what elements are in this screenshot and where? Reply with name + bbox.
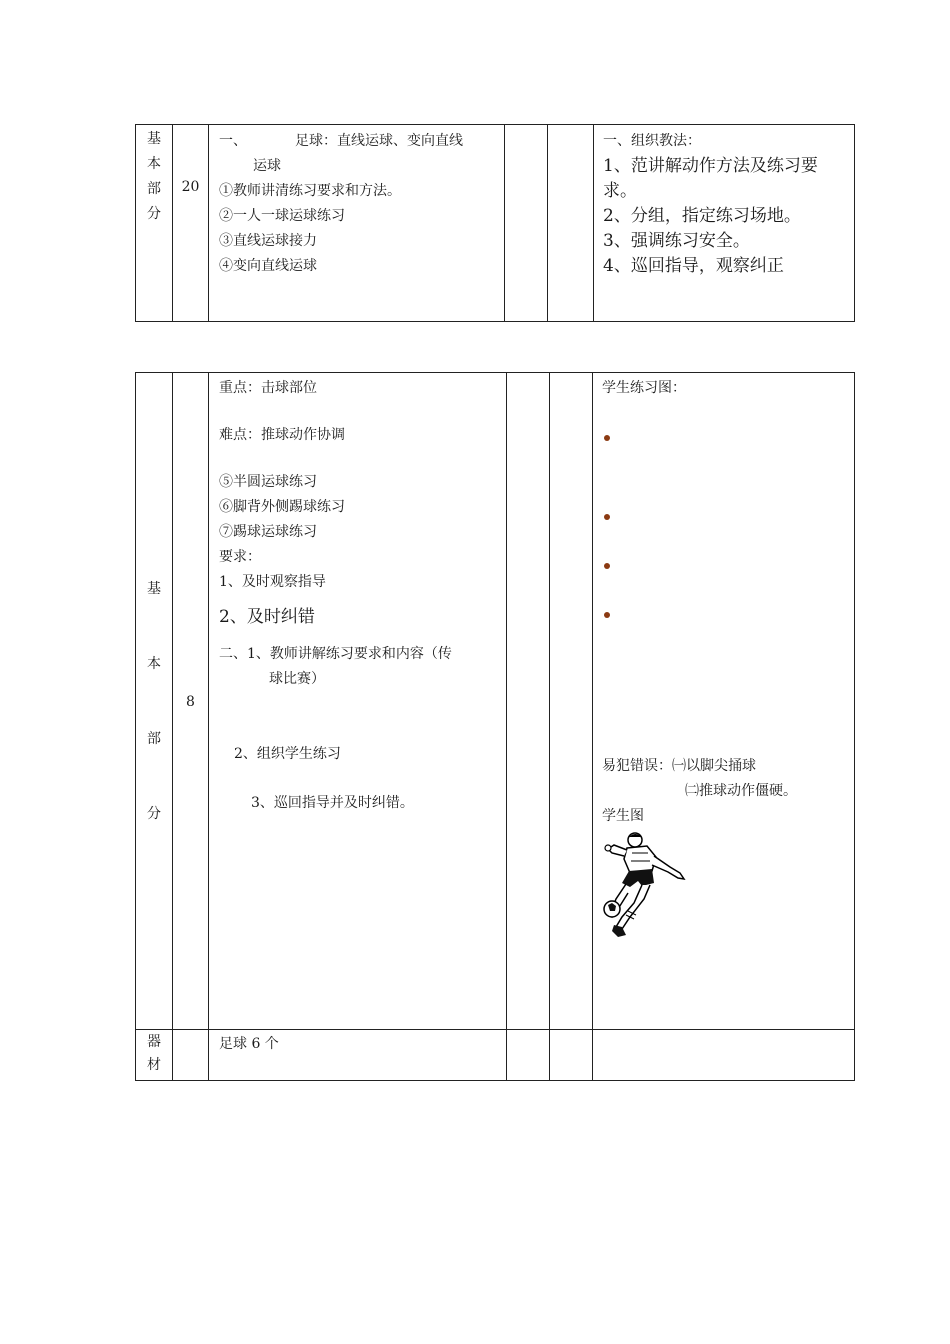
time-cell — [173, 373, 209, 1030]
part2-line: 二、1、教师讲解练习要求和内容（传 — [219, 646, 452, 662]
diagram-label: 学生练习图： — [602, 380, 686, 396]
equipment-value: 足球 6 个 — [209, 1030, 507, 1081]
content-cell — [209, 373, 507, 1030]
organization-item: 3、强调练习安全。 — [603, 231, 750, 251]
organization-item: 2、分组，指定练习场地。 — [603, 206, 801, 226]
part2-item: 2、组织学生练习 — [234, 746, 341, 762]
part2-item: 3、巡回指导并及时纠错。 — [251, 795, 414, 811]
key-point: 重点：击球部位 — [219, 380, 317, 396]
lesson-table-basic-part-1 — [135, 124, 855, 322]
content-cell — [209, 125, 505, 322]
time-value: 20 — [181, 179, 200, 195]
content-item: ③直线运球接力 — [219, 233, 317, 249]
requirement-item: 1、及时观察指导 — [219, 574, 326, 590]
content-item: ④变向直线运球 — [219, 258, 317, 274]
requirement-item: 2、及时纠错 — [219, 607, 315, 627]
player-marker — [604, 435, 610, 441]
empty-cell — [593, 1030, 855, 1081]
common-errors — [602, 754, 846, 804]
part2-line-cont: 球比赛） — [269, 671, 325, 687]
content-heading-cont: 运球 — [253, 158, 281, 174]
content-heading: 一、 足球：直线运球、变向直线 — [219, 133, 463, 149]
errors-label: 易犯错误： — [602, 758, 672, 774]
time-value: 8 — [186, 694, 195, 710]
organization-item: 4、巡回指导，观察纠正 — [603, 256, 784, 276]
empty-cell — [173, 1030, 209, 1081]
organization-item: 1、范讲解动作方法及练习要求。 — [603, 156, 818, 201]
student-figure-label: 学生图 — [602, 808, 644, 824]
lesson-table-basic-part-2 — [135, 372, 855, 1081]
time-cell — [173, 125, 209, 322]
drill-item: ⑦踢球运球练习 — [219, 524, 317, 540]
soccer-player-image — [602, 831, 692, 941]
practice-diagram — [602, 401, 846, 611]
drill-item: ⑥脚背外侧踢球练习 — [219, 499, 345, 515]
empty-cell — [550, 1030, 593, 1081]
content-item: ①教师讲清练习要求和方法。 — [219, 183, 401, 199]
equipment-label: 器 材 — [136, 1030, 173, 1081]
player-marker — [604, 514, 610, 520]
section-label: 基 本 部 分 — [136, 373, 173, 1030]
section-label: 基 本 部 分 — [136, 125, 173, 322]
error-item: ㈡推球动作僵硬。 — [685, 783, 797, 799]
organization-cell — [593, 373, 855, 1030]
empty-cell — [548, 125, 594, 322]
empty-cell — [507, 373, 550, 1030]
difficulty: 难点：推球动作协调 — [219, 427, 345, 443]
empty-cell — [507, 1030, 550, 1081]
empty-cell — [550, 373, 593, 1030]
organization-cell — [594, 125, 855, 322]
organization-heading: 一、组织教法： — [603, 133, 701, 149]
error-item: ㈠以脚尖捅球 — [672, 758, 756, 774]
content-item: ②一人一球运球练习 — [219, 208, 345, 224]
requirements-label: 要求： — [219, 549, 261, 565]
player-marker — [604, 612, 610, 618]
drill-item: ⑤半圆运球练习 — [219, 474, 317, 490]
empty-cell — [505, 125, 548, 322]
player-marker — [604, 563, 610, 569]
